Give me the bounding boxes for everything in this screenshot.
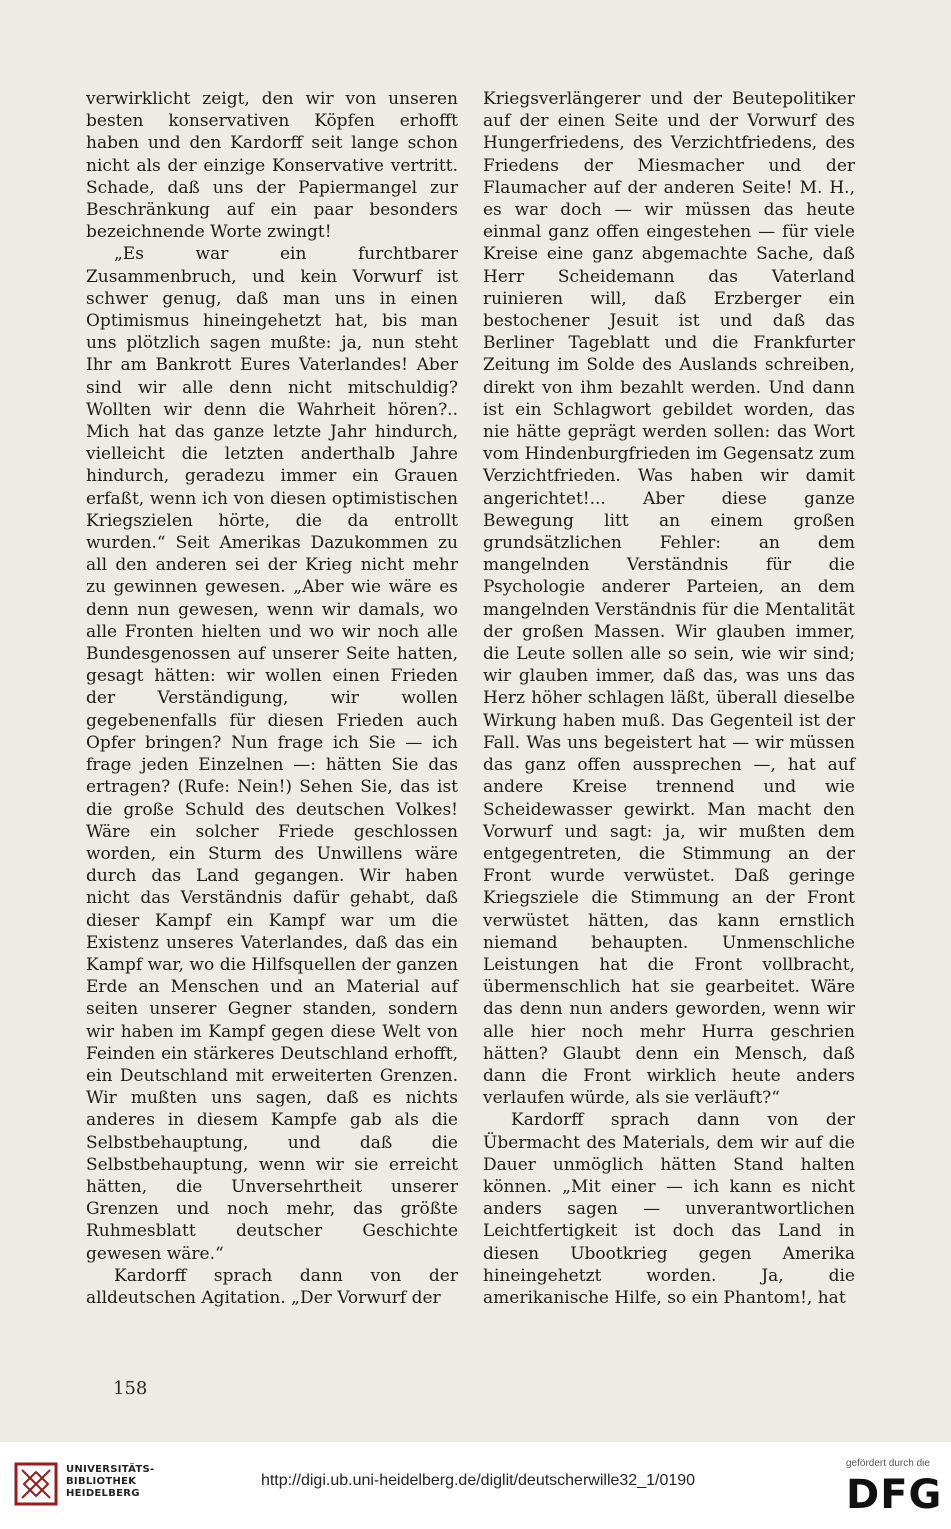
page-number: 158 [113, 1378, 148, 1399]
dfg-logo[interactable]: DFG [846, 1472, 943, 1518]
left-paragraph-2: „Es war ein furchtbarer Zusammenbruch, und kein Vorwurf ist schwer genug, daß man uns in einen Optimismus hineingehetzt hat, bis man uns plötzlich sagen mußte: ja, nun steht Ihr am Bankrott Eures Vaterlandes! Aber sind wir alle denn nicht mitschuldig? Wollten wir denn die Wahrheit hören?.. Mich hat das ganze letzte Jahr hindurch, vielleicht die letzten anderthalb Jahre hindurch, geradezu immer ein Grauen erfaßt, wenn ich von diesen optimistischen Kriegszielen hörte, die da entrollt wurden.“ Seit Amerikas Dazukommen zu all den anderen sei der Krieg nicht mehr zu gewinnen gewesen. „Aber wie wäre es denn nun gewesen, wenn wir damals, wo alle Fronten hielten und wo wir noch alle Bundesgenossen auf unserer Seite hatten, gesagt hätten: wir wollen einen Frieden der Verständigung, wir wollen gegebenenfalls für diesen Frieden auch Opfer bringen? Nun frage ich Sie — ich frage jeden Einzelnen —: hätten Sie das ertragen? (Rufe: Nein!) Sehen Sie, das ist die große Schuld des deutschen Volkes! Wäre ein solcher Friede geschlossen worden, ein Sturm des Unwillens wäre durch das Land gegangen. Wir haben nicht das Verständnis dafür gehabt, daß dieser Kampf ein Kampf war um die Existenz unseres Vaterlandes, daß das ein Kampf war, wo die Hilfsquellen der ganzen Erde an Menschen und an Material auf seiten unserer Gegner standen, sondern wir haben im Kampf gegen diese Welt von Feinden ein stärkeres Deutschland erhofft, ein Deutschland mit erweiterten Grenzen. Wir mußten uns sagen, daß es nichts anderes in diesem Kampfe gab als die Selbstbehauptung, und daß die Selbstbehauptung, wenn wir sie erreicht hätten, die Unversehrtheit unserer Grenzen und noch mehr, das größte Ruhmesblatt deutscher Geschichte gewesen wäre.“ [86, 244, 458, 1264]
right-paragraph-2: Kardorff sprach dann von der Übermacht des Materials, dem wir auf die Dauer unmöglich hätten Stand halten können. „Mit einer — ich kann es nicht anders sagen — unverantwortlichen Leichtfertigkeit ist doch das Land in diesen Ubootkrieg gegen Amerika hineingehetzt worden. Ja, die amerikanische Hilfe, so ein Phantom!, hat [483, 1110, 855, 1308]
library-name-line-3: HEIDELBERG [66, 1488, 140, 1499]
funding-note: gefördert durch die [846, 1458, 930, 1469]
left-paragraph-1: verwirklicht zeigt, den wir von unseren besten konservativen Köpfen erhofft haben und den Kardorff seit lange schon nicht als der einzige Konservative vertritt. Schade, daß uns der Papiermangel zur Beschränkung auf ein paar besonders bezeichnende Worte zwingt! [86, 89, 458, 243]
library-logo[interactable] [14, 1462, 214, 1512]
library-shield-icon [14, 1462, 58, 1506]
library-name [66, 1464, 155, 1500]
right-column [483, 88, 855, 1309]
permalink-url[interactable]: http://digi.ub.uni-heidelberg.de/diglit/deutscherwille32_1/0190 [260, 1472, 696, 1489]
right-paragraph-1: Kriegsverlängerer und der Beutepolitiker auf der einen Seite und der Vorwurf des Hungerfriedens, des Verzichtfriedens, des Friedens der Miesmacher und der Flaumacher auf der anderen Seite! M. H., es war doch — wir müssen das heute einmal ganz offen eingestehen — für viele Kreise eine ganz abgemachte Sache, daß Herr Scheidemann das Vaterland ruinieren will, daß Erzberger ein bestochener Jesuit ist und daß das Berliner Tageblatt und die Frankfurter Zeitung im Solde des Auslands schreiben, direkt von ihm bezahlt werden. Und dann ist ein Schlagwort gebildet worden, das nie hätte geprägt werden sollen: das Wort vom Hindenburgfrieden im Gegensatz zum Verzichtfrieden. Was haben wir damit angerichtet!... Aber diese ganze Bewegung litt an einem großen grundsätzlichen Fehler: an dem mangelnden Verständnis für die Psychologie anderer Parteien, an dem mangelnden Verständnis für die Mentalität der großen Massen. Wir glauben immer, die Leute sollen alle so sein, wie wir sind; wir glauben immer, daß das, was uns das Herz höher schlagen läßt, überall dieselbe Wirkung haben muß. Das Gegenteil ist der Fall. Was uns begeistert hat — wir müssen das ganz offen aussprechen —, hat auf andere Kreise trennend und wie Scheidewasser gewirkt. Man macht den Vorwurf und sagt: ja, wir mußten dem entgegentreten, die Stimmung an der Front wurde verwüstet. Daß geringe Kriegsziele die Stimmung an der Front verwüstet hätten, das kann ernstlich niemand behaupten. Unmenschliche Leistungen hat die Front vollbracht, übermenschlich hat sie gearbeitet. Wäre das denn nun anders geworden, wenn wir alle hier noch mehr Hurra geschrien hätten? Glaubt denn ein Mensch, daß dann die Front wirklich heute anders verlaufen würde, als sie verläuft?“ [483, 89, 855, 1109]
left-column [86, 88, 458, 1309]
viewer-footer [0, 1442, 951, 1529]
library-name-line-1: UNIVERSITÄTS- [66, 1464, 155, 1475]
library-name-line-2: BIBLIOTHEK [66, 1476, 137, 1487]
left-paragraph-3: Kardorff sprach dann von der alldeutschen Agitation. „Der Vorwurf der [86, 1265, 458, 1308]
